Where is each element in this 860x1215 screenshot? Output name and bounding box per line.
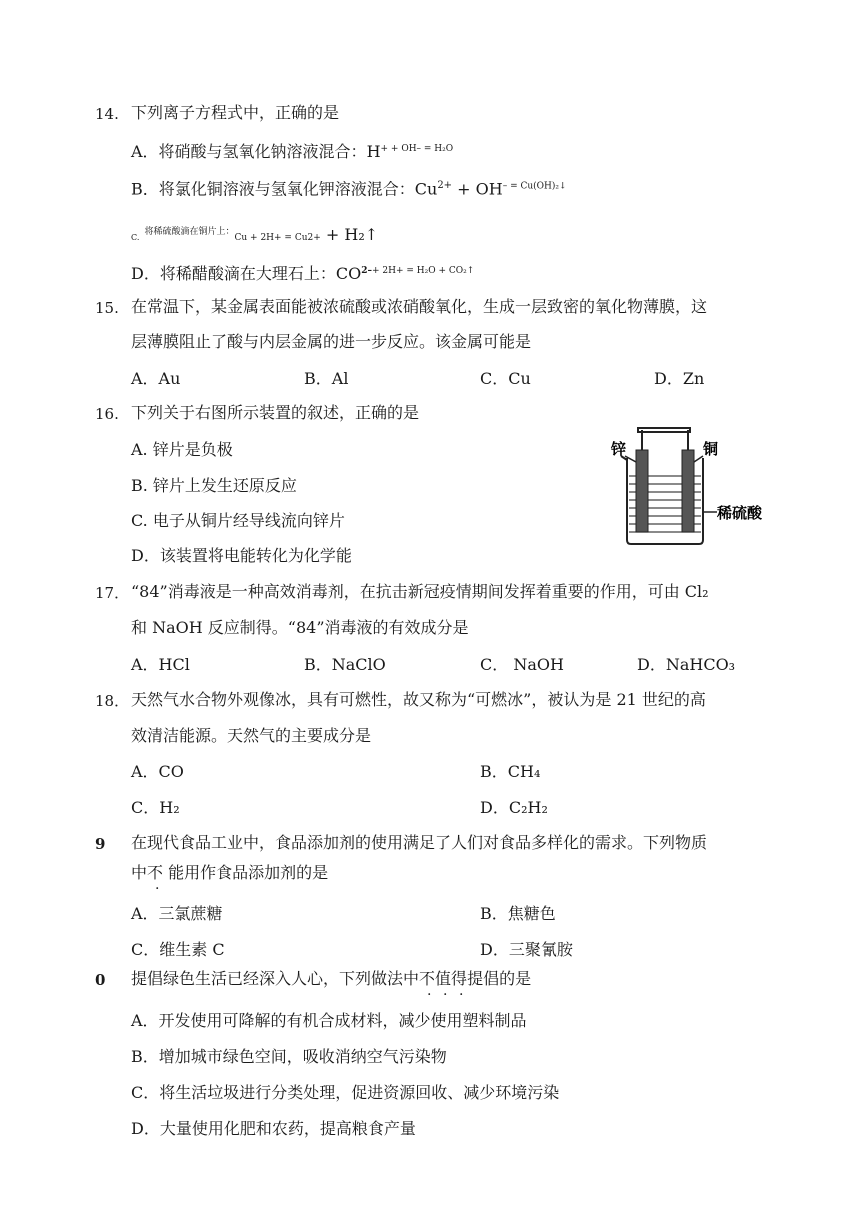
zinc-electrode [636,450,648,532]
question-stem-line-2: 效清洁能源。天然气的主要成分是 [131,726,372,745]
option-b: B．CH₄ [480,762,541,781]
option-b: B．增加城市绿色空间，吸收消纳空气污染物 [131,1047,447,1066]
option-b: B. 锌片上发生还原反应 [131,476,297,495]
question-number: 0 [95,971,106,989]
option-d: D．NaHCO₃ [637,655,736,674]
option-c: C． NaOH [480,655,564,674]
option-c: C．H₂ [131,798,180,817]
question-number: 15. [95,299,119,317]
option-b: B．Al [304,369,349,388]
option-d: D．大量使用化肥和农药，提高粮食产量 [131,1119,416,1138]
copper-label: 铜 [703,440,719,458]
option-c: C．将生活垃圾进行分类处理，促进资源回收、减少环境污染 [131,1083,560,1102]
option-d: D．将稀醋酸滴在大理石上：$CO^{2-+ 2H+ = H_2O + CO_2↑}$ [131,264,475,283]
emphasis-word: 不 [147,863,164,882]
question-stem-line-1: 在常温下，某金属表面能被浓硫酸或浓硝酸氧化，生成一层致密的氧化物薄膜，这 [131,297,708,316]
option-c: C. 电子从铜片经导线流向锌片 [131,511,345,530]
option-a: A．Au [131,369,181,388]
copper-electrode [682,450,694,532]
option-b: B．NaClO [304,655,386,674]
option-d: D．三聚氰胺 [480,940,573,959]
option-d: D．Zn [654,369,705,388]
question-number: 9 [95,835,106,853]
question-stem: 提倡绿色生活已经深入人心，下列做法中不值得提倡的是 [131,969,532,988]
option-a: A．开发使用可降解的有机合成材料，减少使用塑料制品 [131,1011,527,1030]
option-a: A. 锌片是负极 [131,440,233,459]
question-stem: 下列离子方程式中，正确的是 [131,103,340,122]
emphasis-word: 不 [419,969,436,988]
option-c: C．Cu [480,369,531,388]
option-c: C．维生素 C [131,940,225,959]
galvanic-cell-figure [605,420,765,550]
option-d: D．C₂H₂ [480,798,548,817]
acid-label: 稀硫酸 [717,504,763,522]
question-stem-line-1: 在现代食品工业中，食品添加剂的使用满足了人们对食品多样化的需求。下列物质 [131,833,708,852]
emphasis-word: 得 [451,969,468,988]
question-stem-line-1: 天然气水合物外观像冰，具有可燃性，故又称为“可燃冰”，被认为是 21 世纪的高 [131,690,706,709]
option-a: A．CO [131,762,184,781]
option-d: D．该装置将电能转化为化学能 [131,546,352,565]
option-c: C. $^{将稀硫酸滴在铜片上:}$Cu + 2H+ = Cu2+ + H₂↑ [131,225,379,244]
emphasis-word: 值 [435,969,452,988]
question-number: 18． [95,692,130,710]
option-a: A．HCl [131,655,190,674]
question-stem-line-2: 中不 能用作食品添加剂的是 [131,863,329,882]
wire-top [638,428,690,432]
option-a: A．将硝酸与氢氧化钠溶液混合：$H^{+ + OH- = H_2O}$ [131,142,454,161]
option-b: B．焦糖色 [480,904,556,923]
option-b: B．将氯化铜溶液与氢氧化钾溶液混合：$Cu^{2+} + OH^{- = Cu(OH)_2↓}$ [131,179,567,199]
zinc-label: 锌 [611,440,627,458]
question-stem-line-2: 层薄膜阻止了酸与内层金属的进一步反应。该金属可能是 [131,332,532,351]
question-stem-line-1: “84”消毒液是一种高效消毒剂，在抗击新冠疫情期间发挥着重要的作用，可由 Cl₂ [131,582,709,601]
option-a: A．三氯蔗糖 [131,904,223,923]
question-number: 16. [95,405,119,423]
question-number: 14. [95,105,119,123]
question-number: 17． [95,584,130,602]
question-stem-line-2: 和 NaOH 反应制得。“84”消毒液的有效成分是 [131,618,469,637]
question-stem: 下列关于右图所示装置的叙述，正确的是 [131,403,420,422]
